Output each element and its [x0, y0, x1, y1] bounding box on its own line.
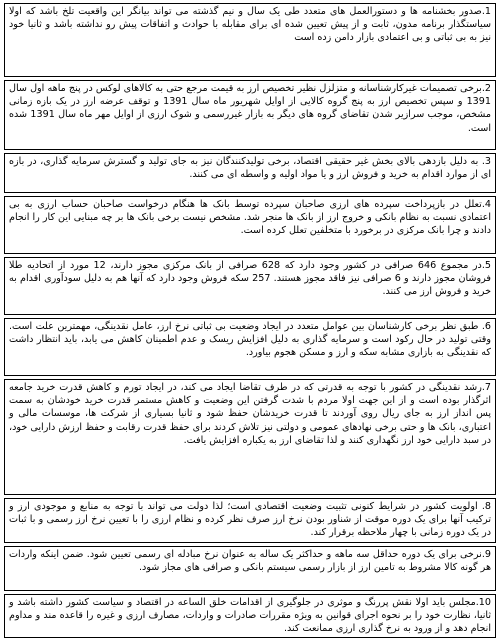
- list-item: 7.رشد نقدینگی در کشور با توجه به قدرتی که در طرف تقاضا ایجاد می کند، در ایجاد تورم و کاهش قدرت خرید جامعه اثرگذار بوده است و از این جهت اولا مردم با شدت گرفتن این وضعیت و کاهش مستمر قدرت خرید خودشان به سمت پس انداز ارز به جای ریال روی آوردند تا قدرت خریدشان حفظ شود و ثانیا بسیاری از شرکت ها، موسسات مالی و اعتباری، بانک ها و حتی برخی نهادهای عمومی و دولتی نیز تلاش کردند برای حفظ قدرت رقابت و حفظ ارزش دارایی خود، در سبد دارایی خود ارز نگهداری کنند و لذا تقاضای ارز به یکباره افزایش یافت.: [4, 379, 496, 495]
- list-item: 2.برخی تصمیمات غیرکارشناسانه و متزلزل نظیر تخصیص ارز به قیمت مرجع حتی به کالاهای لوکس در پنج ماهه اول سال 1391 و سپس تخصیص ارز به پنج گروه کالایی از اوایل شهریور ماه سال 1391 و توقف عرضه ارز در یک بازه زمانی مشخص، موجب سرازیر شدن تقاضای گروه های دیگر به بازار غیررسمی و شوک ارزی از اوایل مهر ماه سال 1391 شده است.: [4, 80, 496, 150]
- list-item: 1.صدور بخشنامه ها و دستورالعمل های متعدد طی یک سال و نیم گذشته می تواند بیانگر این واقعیت تلخ باشد که اولا سیاستگذار برنامه مدون، ثابت و از پیش تعیین شده ای برای مقابله با حوادث و اتفاقات پیش رو نداشته باشد و ثانیا خود نیز به بی ثباتی و بی اعتمادی بازار دامن زده است: [4, 3, 496, 77]
- list-item: 9.نرخی برای یک دوره حداقل سه ماهه و حداکثر یک ساله به عنوان نرخ مبادله ای رسمی تعیین شود. ضمن اینکه واردات هر گونه کالا مشروط به تامین ارز از بازار رسمی سیستم بانکی و صرافی های مجاز شود.: [4, 546, 496, 591]
- list-item: 8. اولویت کشور در شرایط کنونی تثبیت وضعیت اقتصادی است؛ لذا دولت می تواند با توجه به منابع و موجودی ارز و ترکیب آنها برای یک دوره موقت از شناور بودن نرخ ارز صرف نظر کرده و نظام ارزی را با تعیین نرخ ارز رسمی و با ثبات در یک دوره زمانی با چهار ملاحظه برقرار کند.: [4, 498, 496, 543]
- list-item: 3. به دلیل بازدهی بالای بخش غیر حقیقی اقتصاد، برخی تولیدکنندگان نیز به جای تولید و گسترش سرمایه گذاری، در بازه ای از موارد اقدام به خرید و فروش ارز و یا مواد اولیه و واسطه ای می کنند.: [4, 153, 496, 193]
- list-item: 5.در مجموع 646 صرافی در کشور وجود دارد که 628 صرافی از بانک مرکزی مجوز دارند، 12 مورد از اتحادیه طلا فروشان مجوز دارند و 6 صرافی نیز فاقد مجوز هستند. 257 سکه فروش وجود دارد که آنها هم به دلیل سودآوری اقدام به خرید و فروش ارز می کنند.: [4, 257, 496, 315]
- list-item: 6. طبق نظر برخی کارشناسان بین عوامل متعدد در ایجاد وضعیت بی ثباتی نرخ ارز، عامل نقدینگی، مهمترین علت است. وقتی تولید در حال رکود است و سرمایه گذاری به دلیل افزایش ریسک و عدم اطمینان کاهش می یابد، باید انتظار داشت که نقدینگی به بازاری مشابه سکه و ارز و مسکن هجوم بیاورد.: [4, 318, 496, 376]
- list-item: 10.مجلس باید اولا نقش پررنگ و موثری در جلوگیری از اقدامات خلق الساعه در اقتصاد و سیاست کشور داشته باشد و ثانیا، نظارت خود را بر نحوه اجرای قوانین به ویژه مقررات صادرات و واردات، مصارف ارزی و غیره را قاعده مند و مداوم انجام دهد و از ورود به نرخ گذاری ارزی ممانعت کند.: [4, 594, 496, 638]
- list-item: 4.تعلل در بازپرداخت سپرده های ارزی صاحبان سپرده توسط بانک ها هنگام درخواست صاحبان حساب ارزی به بی اعتمادی نسبت به نظام بانکی و خروج ارز از بانک ها منجر شد. مشخص نیست برخی بانک ها بر چه مبنایی این کار را انجام دادند و چرا بانک مرکزی در برخورد با متخلفین تعلل کرده است.: [4, 196, 496, 254]
